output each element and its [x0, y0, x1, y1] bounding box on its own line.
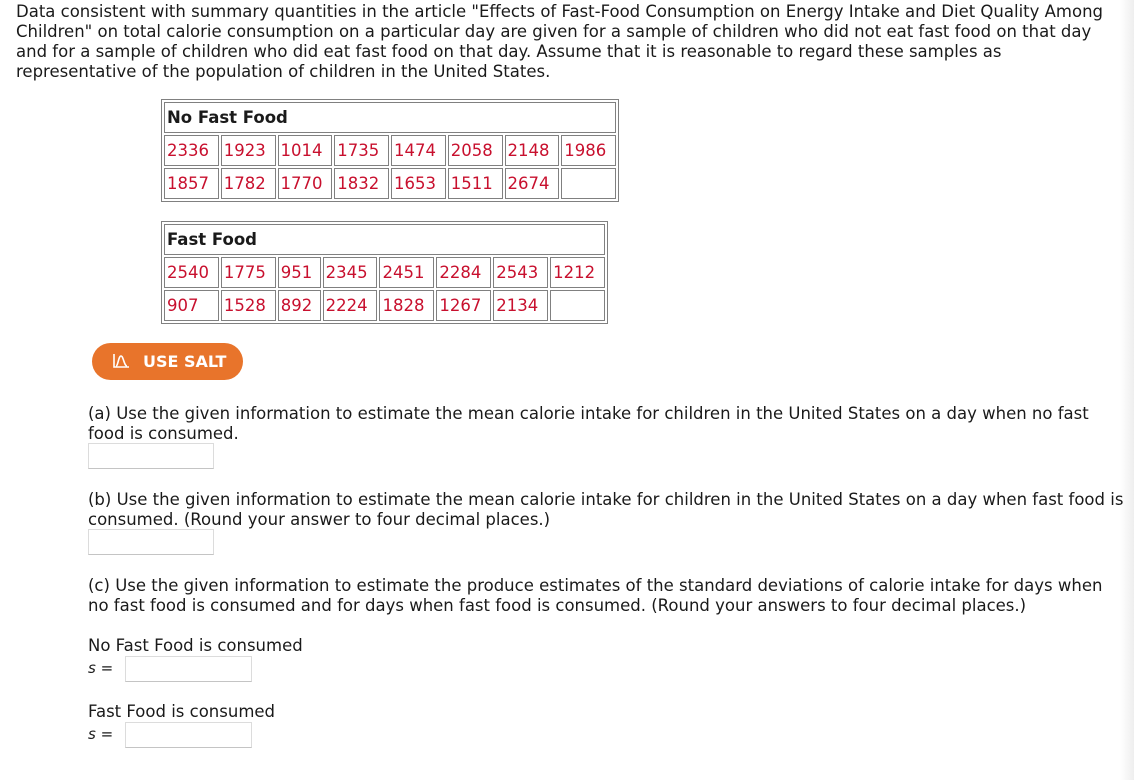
table-cell: 1014: [278, 135, 333, 166]
s-fast-food-input[interactable]: [125, 722, 252, 748]
s-symbol: s: [88, 725, 96, 743]
table-cell: 2284: [436, 257, 491, 288]
use-salt-label: USE SALT: [143, 352, 227, 371]
table-cell: 892: [278, 290, 321, 321]
s-no-fast-food-label: [88, 658, 113, 678]
question-b-text: (b) Use the given information to estimate the mean calorie intake for children in the United States on a day when fast food is consumed. (Round your answer to four decimal places.): [88, 490, 1124, 529]
table-cell: 951: [278, 257, 321, 288]
table-row: [164, 135, 616, 166]
table-cell: 2543: [493, 257, 548, 288]
empty-table-cell: [561, 168, 616, 199]
table-cell: 1474: [391, 135, 446, 166]
fast-food-consumed-label: Fast Food is consumed: [88, 702, 276, 721]
question-c-text: (c) Use the given information to estimate the produce estimates of the standard deviations of calorie intake for days when no fast food is consumed and for days when fast food is consumed. (Round your answers to four decimal places.): [88, 576, 1103, 615]
table-cell: 1528: [221, 290, 276, 321]
table-cell: 1775: [221, 257, 276, 288]
table-row: [164, 168, 616, 199]
question-a-text: (a) Use the given information to estimate the mean calorie intake for children in the United States on a day when no fast food is consumed.: [88, 404, 1089, 443]
table-row: [164, 257, 605, 288]
table-cell: 1511: [448, 168, 503, 199]
table-cell: 2345: [323, 257, 378, 288]
s-fast-food-label: [88, 724, 113, 744]
table-cell: 1735: [334, 135, 389, 166]
s-symbol: s: [88, 659, 96, 677]
table-cell: 1782: [221, 168, 276, 199]
table-cell: 2540: [164, 257, 219, 288]
empty-table-cell: [550, 290, 605, 321]
table-cell: 1857: [164, 168, 219, 199]
intro-paragraph: Data consistent with summary quantities in the article "Effects of Fast-Food Consumption on Energy Intake and Diet Quality Among Children" on total calorie consumption on a particular day are given for a sample of children who did not eat fast food on that day and for a sample of children who did eat fast food on that day. Assume that it is reasonable to regard these samples as representative of the population of children in the United States.: [16, 2, 1104, 81]
table-cell: 1986: [561, 135, 616, 166]
table-cell: 1770: [278, 168, 333, 199]
equals-sign: =: [100, 659, 114, 677]
table-cell: 1923: [221, 135, 276, 166]
table-cell: 2058: [448, 135, 503, 166]
table-cell: 2224: [323, 290, 378, 321]
table-cell: 1832: [334, 168, 389, 199]
table-cell: 2674: [505, 168, 560, 199]
table-cell: 1653: [391, 168, 446, 199]
answer-b-input[interactable]: [88, 529, 214, 555]
table-cell: 2134: [493, 290, 548, 321]
equals-sign: =: [100, 725, 114, 743]
page-edge-shade: [1120, 0, 1134, 780]
salt-chart-icon: [113, 354, 129, 368]
no-fast-food-consumed-label: No Fast Food is consumed: [88, 636, 303, 655]
no-fast-food-table-title: No Fast Food: [164, 102, 616, 133]
s-no-fast-food-input[interactable]: [125, 656, 252, 682]
table-cell: 1267: [436, 290, 491, 321]
table-row: [164, 290, 605, 321]
table-cell: 1212: [550, 257, 605, 288]
fast-food-table-title: Fast Food: [164, 224, 605, 255]
table-cell: 2451: [379, 257, 434, 288]
no-fast-food-table: [161, 99, 619, 202]
fast-food-table: [161, 221, 608, 324]
use-salt-button[interactable]: [92, 343, 243, 380]
table-cell: 2336: [164, 135, 219, 166]
table-cell: 2148: [505, 135, 560, 166]
answer-a-input[interactable]: [88, 443, 214, 469]
table-cell: 907: [164, 290, 219, 321]
table-cell: 1828: [379, 290, 434, 321]
